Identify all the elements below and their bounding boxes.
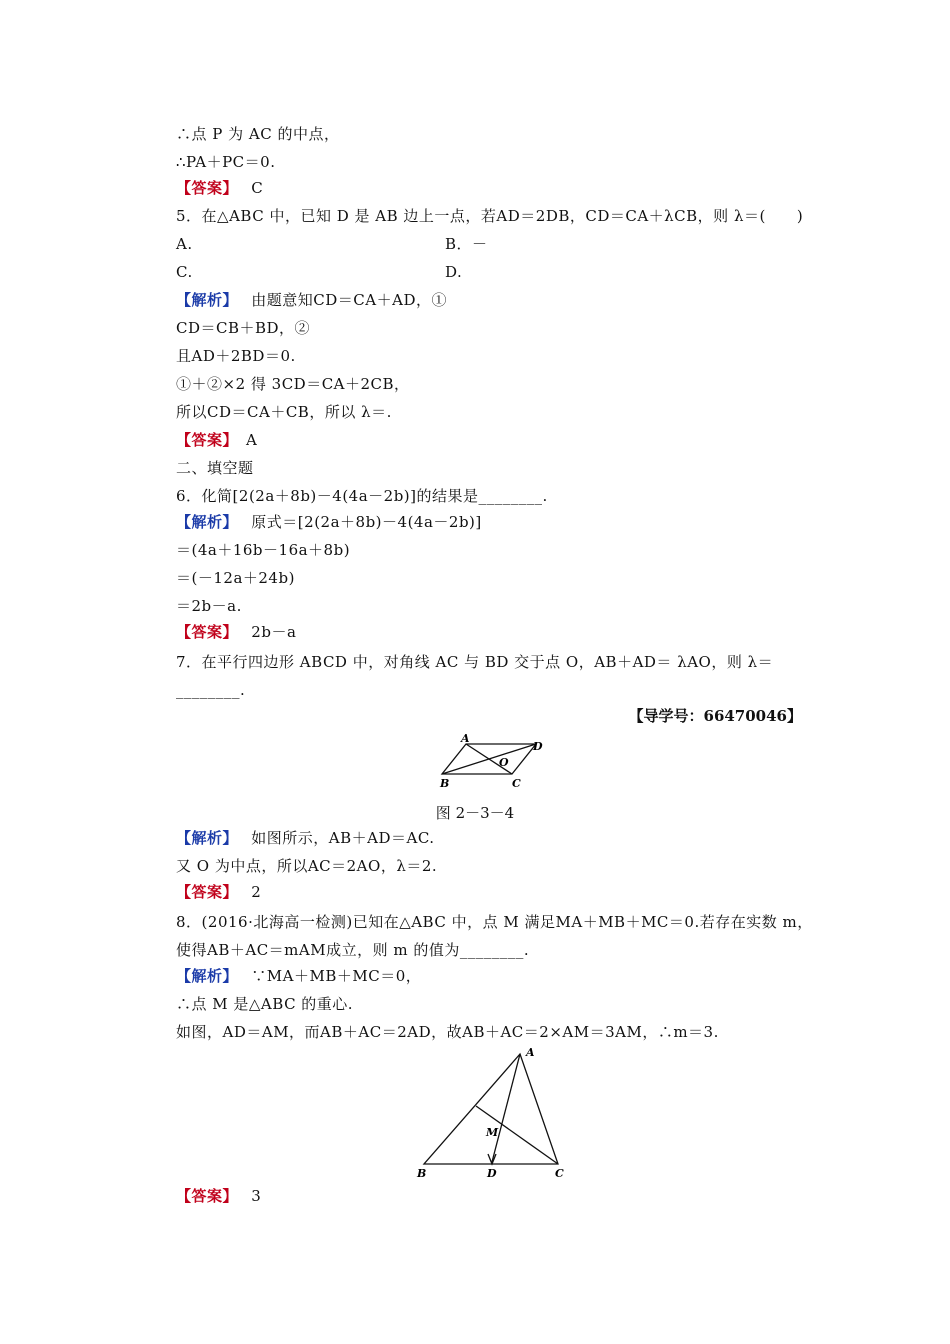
- analysis-line: [176, 966, 421, 986]
- answer-value: C: [251, 179, 264, 197]
- answer-line: [176, 882, 261, 902]
- analysis-text: CD＝CB＋BD，②: [176, 319, 311, 337]
- analysis-text: 如图所示，AB＋AD＝AC.: [251, 829, 435, 847]
- analysis-label: 【解析】: [176, 513, 231, 531]
- label-a: A: [526, 1046, 535, 1059]
- triangle-shape: [424, 1054, 558, 1164]
- question-7-cont: ________.: [176, 681, 246, 699]
- analysis-text: ∵MA＋MB＋MC＝0，: [251, 967, 422, 985]
- label-b: B: [417, 1167, 427, 1180]
- option-d: D.: [445, 263, 463, 281]
- analysis-text: 又 O 为中点，所以AC＝2AO，λ＝2.: [176, 857, 438, 875]
- analysis-label: 【解析】: [176, 291, 231, 309]
- label-b: B: [440, 777, 450, 790]
- triangle-figure: [412, 1044, 578, 1184]
- question-6: 6．化简[2(2a＋8b)－4(4a－2b)]的结果是________.: [176, 487, 548, 505]
- analysis-text: ＝(4a＋16b－16a＋8b): [176, 541, 351, 559]
- label-d: D: [533, 740, 543, 753]
- analysis-text: ＝(－12a＋24b): [176, 569, 295, 587]
- question-8-cont: 使得AB＋AC＝mAM成立，则 m 的值为________.: [176, 941, 530, 959]
- label-c: C: [512, 777, 521, 790]
- text-line: ∴点 P 为 AC 的中点，: [176, 125, 340, 143]
- question-8: 8．(2016·北海高一检测)已知在△ABC 中，点 M 满足MA＋MB＋MC＝0.若存在实数 m，: [176, 913, 813, 931]
- option-a: A.: [176, 235, 193, 253]
- question-7: 7．在平行四边形 ABCD 中，对角线 AC 与 BD 交于点 O，AB＋AD＝ λAO，则 λ＝: [176, 653, 774, 671]
- answer-line: [176, 178, 263, 198]
- analysis-text: ＝2b－a.: [176, 597, 242, 615]
- parallelogram-figure: [430, 732, 550, 794]
- answer-label: 【答案】: [176, 431, 231, 449]
- option-row: [176, 262, 776, 282]
- label-o: O: [499, 756, 509, 769]
- analysis-label: 【解析】: [176, 829, 231, 847]
- analysis-line: [176, 512, 482, 532]
- answer-line: [176, 1186, 261, 1206]
- label-a: A: [461, 732, 470, 745]
- option-b: B．－: [445, 235, 488, 253]
- answer-label: 【答案】: [176, 179, 231, 197]
- answer-value: 2b－a: [251, 623, 297, 641]
- answer-value: 2: [251, 883, 262, 901]
- option-row: [176, 234, 776, 254]
- option-c: C.: [176, 263, 193, 281]
- answer-label: 【答案】: [176, 1187, 231, 1205]
- analysis-text: ①＋②×2 得 3CD＝CA＋2CB，: [176, 375, 410, 393]
- diagonal-bd: [442, 744, 536, 774]
- answer-line: [176, 622, 296, 642]
- analysis-text: 由题意知CD＝CA＋AD，①: [251, 291, 447, 309]
- answer-label: 【答案】: [176, 883, 231, 901]
- analysis-text: 如图，AD＝AM，而AB＋AC＝2AD，故AB＋AC＝2×AM＝3AM，∴m＝3.: [176, 1023, 719, 1041]
- analysis-line: [176, 290, 447, 310]
- arrow-head: [488, 1154, 496, 1164]
- label-d: D: [487, 1167, 497, 1180]
- label-m: M: [486, 1126, 499, 1139]
- answer-value: A: [246, 431, 258, 449]
- text-line: ∴PA＋PC＝0.: [176, 153, 276, 171]
- question-5: 5．在△ABC 中，已知 D 是 AB 边上一点，若AD＝2DB，CD＝CA＋λCB，则 λ＝( ): [176, 207, 804, 225]
- reference-number: 【导学号：66470046】: [628, 707, 802, 725]
- section-heading: 二、填空题: [176, 459, 254, 477]
- analysis-text: 原式＝[2(2a＋8b)－4(4a－2b)]: [251, 513, 482, 531]
- answer-label: 【答案】: [176, 623, 231, 641]
- answer-line: [176, 430, 257, 450]
- analysis-line: [176, 828, 435, 848]
- analysis-text: 所以CD＝CA＋CB，所以 λ＝.: [176, 403, 392, 421]
- analysis-text: ∴点 M 是△ABC 的重心.: [176, 995, 354, 1013]
- figure-caption: 图 2－3－4: [435, 804, 515, 822]
- label-c: C: [555, 1167, 564, 1180]
- analysis-text: 且AD＋2BD＝0.: [176, 347, 296, 365]
- answer-value: 3: [251, 1187, 262, 1205]
- analysis-label: 【解析】: [176, 967, 231, 985]
